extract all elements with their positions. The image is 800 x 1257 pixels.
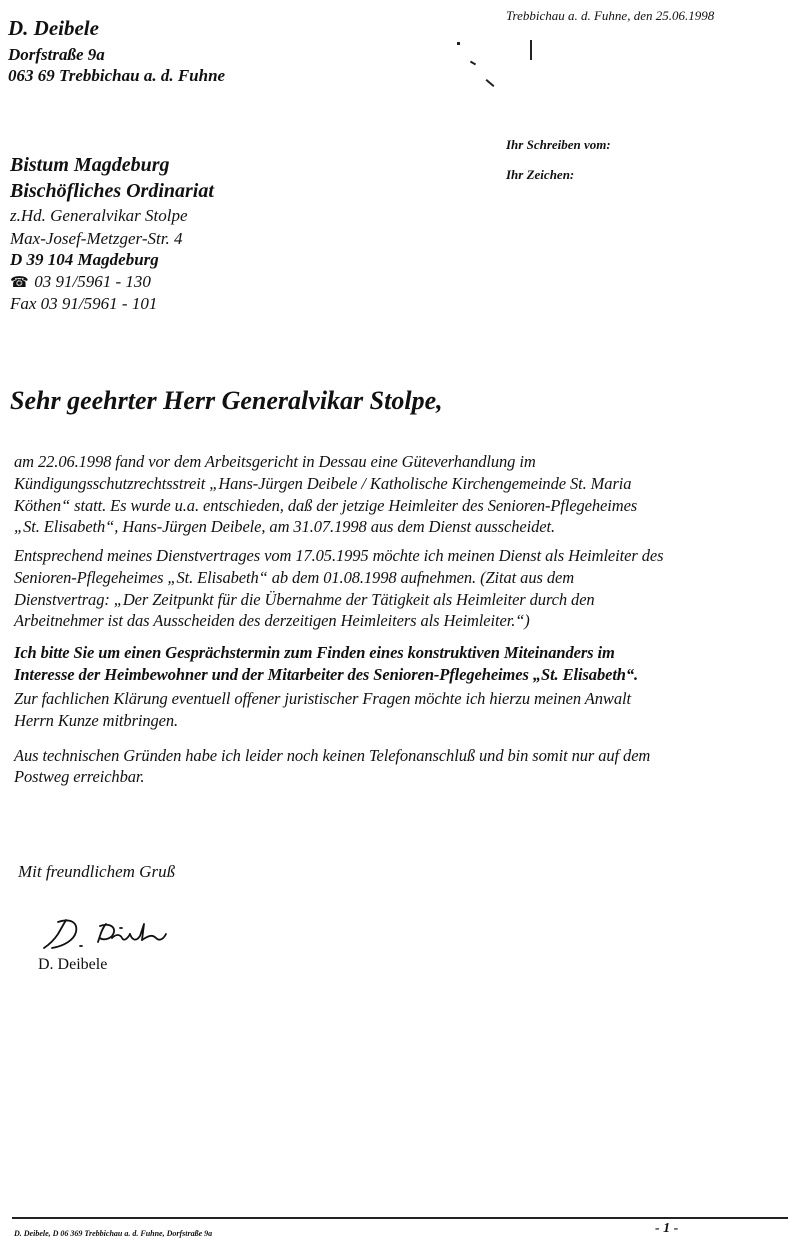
recipient-line5: D 39 104 Magdeburg <box>10 250 159 269</box>
body-line: Postweg erreichbar. <box>14 767 145 786</box>
footer-divider <box>12 1217 788 1219</box>
telephone-icon: ☎ <box>10 275 29 291</box>
body-line: Kündigungsschutzrechtsstreit „Hans-Jürgen Deibele / Katholische Kirchengemeinde St. Maria <box>14 474 632 493</box>
ref-your-sign: Ihr Zeichen: <box>506 167 575 182</box>
sender-city: 063 69 Trebbichau a. d. Fuhne <box>8 66 226 85</box>
sender-street: Dorfstraße 9a <box>8 45 105 64</box>
body-line: Entsprechend meines Dienstvertrages vom 17.05.1995 möchte ich meinen Dienst als Heimleiter des <box>14 546 664 565</box>
scan-mark <box>470 61 476 66</box>
recipient-line2: Bischöfliches Ordinariat <box>10 180 214 202</box>
handwritten-signature <box>36 912 186 954</box>
recipient-line3: z.Hd. Generalvikar Stolpe <box>10 206 188 225</box>
page-number: - 1 - <box>655 1221 679 1236</box>
closing: Mit freundlichem Gruß <box>18 862 176 881</box>
body-line: am 22.06.1998 fand vor dem Arbeitsgericht in Dessau eine Güteverhandlung im <box>14 452 536 471</box>
body-line: Senioren-Pflegeheimes „St. Elisabeth“ ab dem 01.08.1998 aufnehmen. (Zitat aus dem <box>14 568 575 587</box>
body-line: Arbeitnehmer ist das Ausscheiden des derzeitigen Heimleiters als Heimleiter.“) <box>14 611 530 630</box>
body-line: „St. Elisabeth“, Hans-Jürgen Deibele, am 31.07.1998 aus dem Dienst ausscheidet. <box>14 517 555 536</box>
body-line-bold: Ich bitte Sie um einen Gesprächstermin zum Finden eines konstruktiven Miteinanders im <box>14 643 615 662</box>
recipient-phone: 03 91/5961 - 130 <box>34 272 151 291</box>
salutation: Sehr geehrter Herr Generalvikar Stolpe, <box>10 386 443 415</box>
body-line: Aus technischen Gründen habe ich leider noch keinen Telefonanschluß und bin somit nur auf dem <box>14 746 651 765</box>
body-line: Herrn Kunze mitbringen. <box>14 711 179 730</box>
recipient-phone-line <box>10 272 151 292</box>
ref-letter-from: Ihr Schreiben vom: <box>506 137 611 152</box>
scan-mark <box>486 79 495 87</box>
scan-mark <box>457 42 460 45</box>
place-date: Trebbichau a. d. Fuhne, den 25.06.1998 <box>506 8 715 23</box>
body-line: Zur fachlichen Klärung eventuell offener juristischer Fragen möchte ich hierzu meinen Anwalt <box>14 689 631 708</box>
recipient-line1: Bistum Magdeburg <box>10 154 170 176</box>
signature-name: D. Deibele <box>38 956 108 973</box>
body-line: Dienstvertrag: „Der Zeitpunkt für die Übernahme der Tätigkeit als Heimleiter durch den <box>14 590 595 609</box>
body-line: Köthen“ statt. Es wurde u.a. entschieden, daß der jetzige Heimleiter des Senioren-Pflegeheimes <box>14 496 638 515</box>
recipient-line4: Max-Josef-Metzger-Str. 4 <box>10 229 183 248</box>
footer-address: D. Deibele, D 06 369 Trebbichau a. d. Fuhne, Dorfstraße 9a <box>14 1229 213 1238</box>
body-line-bold: Interesse der Heimbewohner und der Mitarbeiter des Senioren-Pflegeheimes „St. Elisabeth“. <box>14 665 639 684</box>
sender-name: D. Deibele <box>8 16 99 40</box>
recipient-fax: Fax 03 91/5961 - 101 <box>10 294 158 313</box>
scan-mark <box>530 40 532 60</box>
